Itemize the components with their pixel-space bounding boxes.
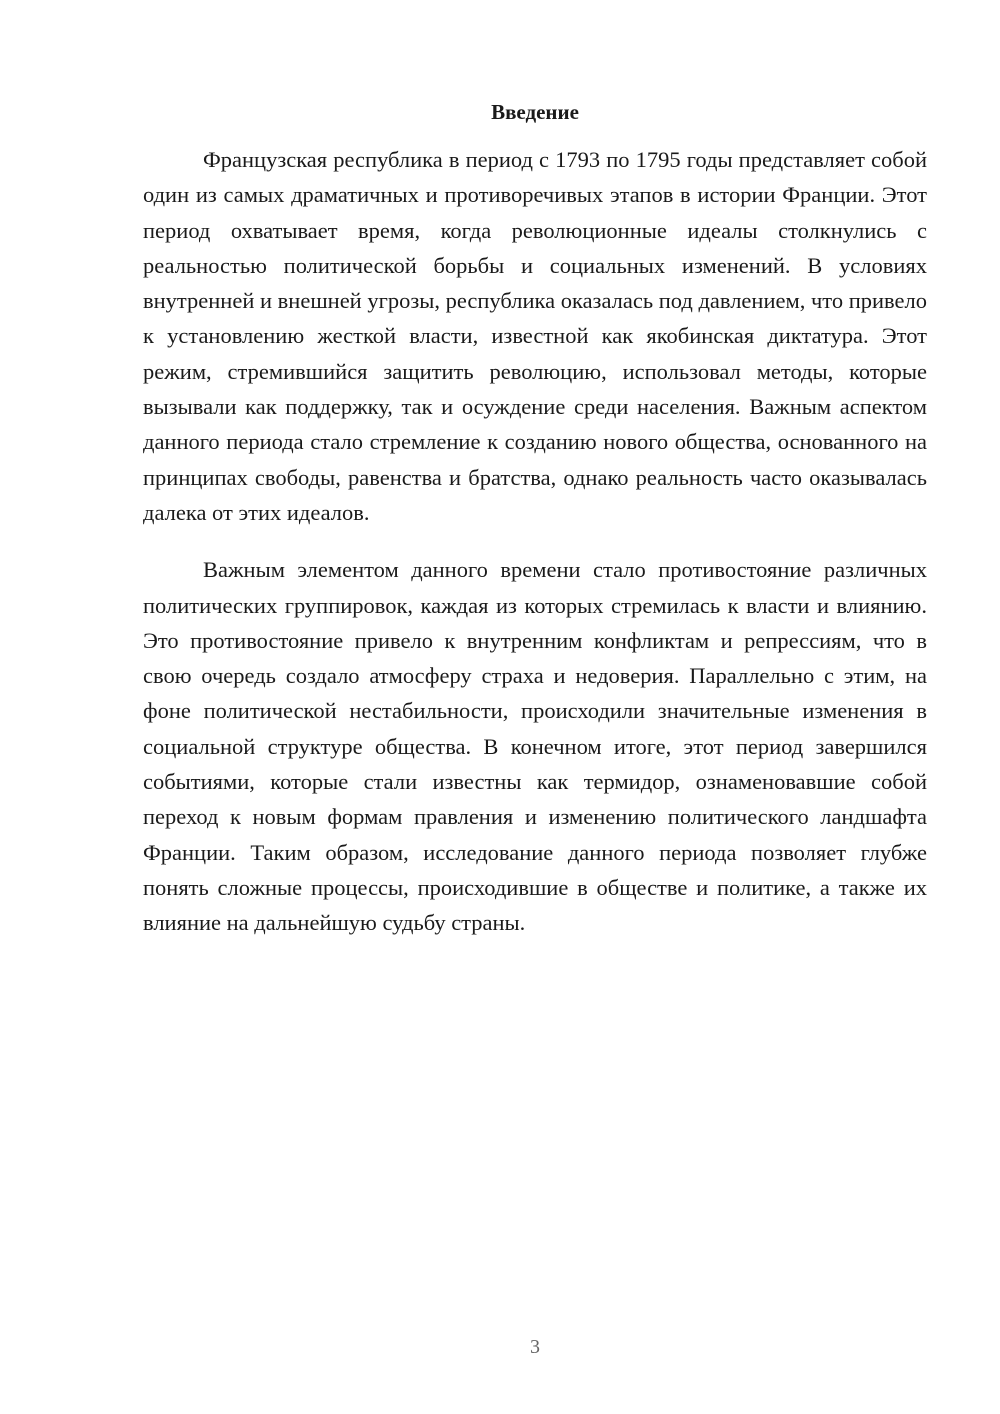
body-text (143, 142, 927, 941)
page-title: Введение (491, 100, 579, 124)
page-number: 3 (530, 1336, 540, 1358)
paragraph-1: Французская республика в период с 1793 по 1795 годы представляет собой один из самых драматичных и противоречивых этапов в истории Франции. Этот период охватывает время, когда революционные идеалы столкнулись с реальностью политической борьбы и социальных изменений. В условиях внутренней и внешней угрозы, республика оказалась под давлением, что привело к установлению жесткой власти, известной как якобинская диктатура. Этот режим, стремившийся защитить революцию, использовал методы, которые вызывали как поддержку, так и осуждение среди населения. Важным аспектом данного периода стало стремление к созданию нового общества, основанного на принципах свободы, равенства и братства, однако реальность часто оказывалась далека от этих идеалов. (143, 147, 927, 525)
paragraph-2: Важным элементом данного времени стало противостояние различных политических группировок, каждая из которых стремилась к власти и влиянию. Это противостояние привело к внутренним конфликтам и репрессиям, что в свою очередь создало атмосферу страха и недоверия. Параллельно с этим, на фоне политической нестабильности, происходили значительные изменения в социальной структуре общества. В конечном итоге, этот период завершился событиями, которые стали известны как термидор, ознаменовавшие собой переход к новым формам правления и изменению политического ландшафта Франции. Таким образом, исследование данного периода позволяет глубже понять сложные процессы, происходившие в обществе и политике, а также их влияние на дальнейшую судьбу страны. (143, 557, 927, 936)
